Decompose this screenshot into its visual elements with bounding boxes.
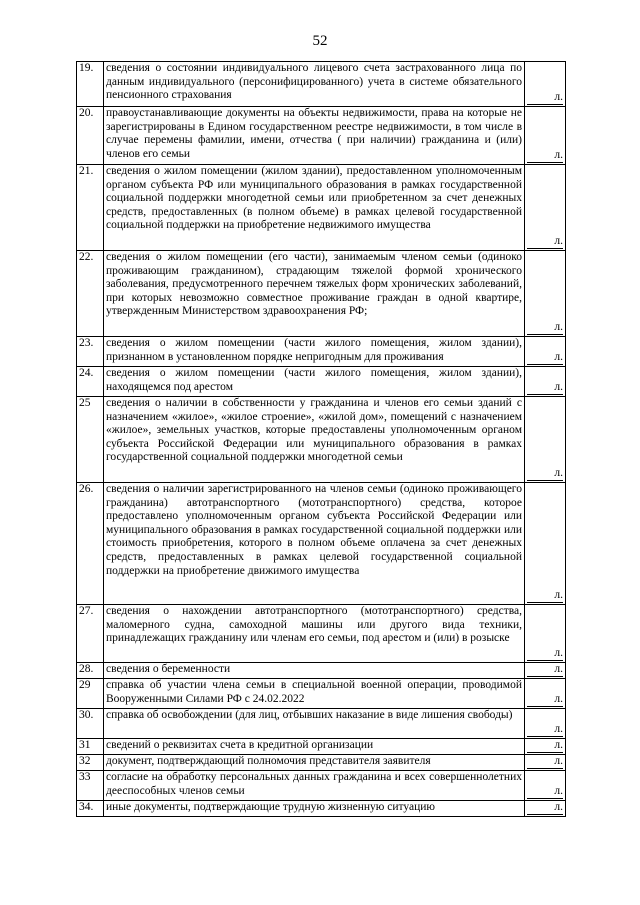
sheet-count-cell	[525, 709, 566, 739]
page-number: 52	[312, 33, 328, 49]
sheet-count-blank	[527, 755, 563, 769]
sheet-count-cell	[525, 771, 566, 801]
sheet-count-cell	[525, 251, 566, 337]
sheet-unit-label: л.	[554, 351, 563, 363]
sheet-count-blank	[527, 801, 563, 815]
table-row	[77, 483, 566, 605]
document-description: сведений о реквизитах счета в кредитной организации	[104, 739, 525, 755]
sheet-count-blank	[527, 91, 563, 105]
row-number: 28.	[77, 663, 104, 679]
sheet-count-blank	[527, 739, 563, 753]
row-number: 22.	[77, 251, 104, 337]
sheet-unit-label: л.	[554, 381, 563, 393]
sheet-count-blank	[527, 647, 563, 661]
sheet-unit-label: л.	[554, 693, 563, 705]
row-number: 33	[77, 771, 104, 801]
row-number: 21.	[77, 165, 104, 251]
sheet-count-blank	[527, 351, 563, 365]
sheet-unit-label: л.	[554, 321, 563, 333]
table-row	[77, 771, 566, 801]
table-row	[77, 679, 566, 709]
document-description: сведения о нахождении автотранспортного (мототранспортного) средства, маломерного судна, самоходной машины или другого вида техники, принадлежащих гражданину или членам его семьи, под арестом и (или) в розыске	[104, 605, 525, 663]
sheet-count-cell	[525, 801, 566, 817]
sheet-count-cell	[525, 755, 566, 771]
sheet-unit-label: л.	[554, 801, 563, 813]
sheet-count-blank	[527, 589, 563, 603]
document-description: справка об освобождении (для лиц, отбывших наказание в виде лишения свободы)	[104, 709, 525, 739]
row-number: 34.	[77, 801, 104, 817]
document-description: сведения о жилом помещении (жилом здании), предоставленном уполномоченным органом субъекта РФ или муниципального образования в рамках государственной социальной поддержки многодетной семьи или приобретенном за счет денежных средств, предоставленных (в полном объеме) в рамках целевой государственной социальной поддержки на приобретение недвижимого имущества	[104, 165, 525, 251]
sheet-unit-label: л.	[554, 589, 563, 601]
document-description: сведения о жилом помещении (части жилого помещения, жилом здании), признанном в установленном порядке непригодным для проживания	[104, 337, 525, 367]
sheet-count-blank	[527, 321, 563, 335]
sheet-count-blank	[527, 467, 563, 481]
table-row	[77, 367, 566, 397]
row-number: 31	[77, 739, 104, 755]
sheet-count-blank	[527, 663, 563, 677]
sheet-count-cell	[525, 107, 566, 165]
sheet-unit-label: л.	[554, 723, 563, 735]
sheet-count-cell	[525, 679, 566, 709]
document-description: документ, подтверждающий полномочия представителя заявителя	[104, 755, 525, 771]
document-description: сведения о состоянии индивидуального лицевого счета застрахованного лица по данным индивидуального (персонифицированного) учета в системе обязательного пенсионного страхования	[104, 62, 525, 107]
sheet-unit-label: л.	[554, 785, 563, 797]
sheet-count-cell	[525, 337, 566, 367]
sheet-unit-label: л.	[554, 739, 563, 751]
document-description: сведения о наличии зарегистрированного на членов семьи (одиноко проживающего гражданина) автотранспортного (мототранспортного) средства, которое предоставлено уполномоченным органом субъекта Российской Федерации или муниципального образования в рамках государственной социальной поддержки или стоимость приобретения, которого в полном объеме оплачена за счет денежных средств, предоставленных в рамках целевой государственной социальной поддержки на приобретение движимого имущества	[104, 483, 525, 605]
sheet-count-cell	[525, 397, 566, 483]
row-number: 20.	[77, 107, 104, 165]
sheet-count-cell	[525, 62, 566, 107]
table-row	[77, 337, 566, 367]
document-description: правоустанавливающие документы на объекты недвижимости, права на которые не зарегистрированы в Едином государственном реестре недвижимости, в том числе в случае перемены фамилии, имени, отчества ( при наличии) гражданина и (или) членов его семьи	[104, 107, 525, 165]
document-description: сведения о жилом помещении (части жилого помещения, жилом здании), находящемся под арестом	[104, 367, 525, 397]
table-row	[77, 739, 566, 755]
document-description: сведения о наличии в собственности у гражданина и членов его семьи зданий с назначением «жилое», «жилое строение», «жилой дом», помещений с назначением «жилое», земельных участков, которые предоставлены уполномоченным органом субъекта Российской Федерации или муниципального образования в рамках государственной социальной поддержки многодетной семьи	[104, 397, 525, 483]
table-row	[77, 397, 566, 483]
table-row	[77, 251, 566, 337]
document-description: иные документы, подтверждающие трудную жизненную ситуацию	[104, 801, 525, 817]
table-row	[77, 663, 566, 679]
table-row	[77, 801, 566, 817]
sheet-count-cell	[525, 663, 566, 679]
sheet-count-blank	[527, 693, 563, 707]
row-number: 27.	[77, 605, 104, 663]
sheet-count-cell	[525, 367, 566, 397]
row-number: 25	[77, 397, 104, 483]
document-description: сведения о беременности	[104, 663, 525, 679]
row-number: 32	[77, 755, 104, 771]
sheet-unit-label: л.	[554, 467, 563, 479]
sheet-count-cell	[525, 739, 566, 755]
documents-table	[76, 61, 566, 817]
row-number: 30.	[77, 709, 104, 739]
sheet-count-cell	[525, 605, 566, 663]
document-description: согласие на обработку персональных данных гражданина и всех совершеннолетних дееспособных членов семьи	[104, 771, 525, 801]
table-row	[77, 755, 566, 771]
sheet-unit-label: л.	[554, 91, 563, 103]
document-description: справка об участии члена семьи в специальной военной операции, проводимой Вооруженными Силами РФ с 24.02.2022	[104, 679, 525, 709]
sheet-count-blank	[527, 381, 563, 395]
table-row	[77, 62, 566, 107]
row-number: 19.	[77, 62, 104, 107]
table-row	[77, 165, 566, 251]
document-description: сведения о жилом помещении (его части), занимаемым членом семьи (одиноко проживающим гражданином), страдающим тяжелой формой хронического заболевания, предусмотренного перечнем тяжелых форм хронических заболеваний, при которых невозможно совместное проживание граждан в одной квартире, утвержденным Министерством здравоохранения РФ;	[104, 251, 525, 337]
table-row	[77, 605, 566, 663]
sheet-count-cell	[525, 165, 566, 251]
sheet-count-blank	[527, 723, 563, 737]
row-number: 24.	[77, 367, 104, 397]
sheet-unit-label: л.	[554, 647, 563, 659]
sheet-count-blank	[527, 235, 563, 249]
table-row	[77, 709, 566, 739]
sheet-unit-label: л.	[554, 235, 563, 247]
sheet-count-cell	[525, 483, 566, 605]
sheet-unit-label: л.	[554, 663, 563, 675]
row-number: 29	[77, 679, 104, 709]
sheet-count-blank	[527, 785, 563, 799]
sheet-unit-label: л.	[554, 149, 563, 161]
row-number: 26.	[77, 483, 104, 605]
sheet-unit-label: л.	[554, 755, 563, 767]
row-number: 23.	[77, 337, 104, 367]
sheet-count-blank	[527, 149, 563, 163]
table-row	[77, 107, 566, 165]
